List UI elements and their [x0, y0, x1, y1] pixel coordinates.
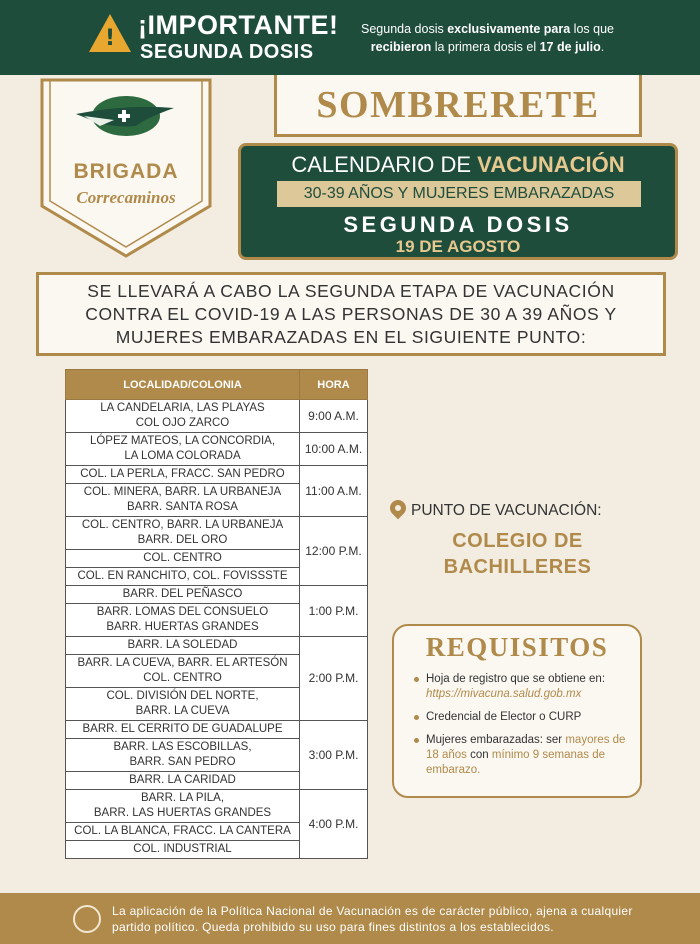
note-bold: recibieron: [370, 40, 432, 54]
registration-link[interactable]: https://mivacuna.salud.gob.mx: [426, 688, 582, 700]
important-title: ¡IMPORTANTE!: [138, 10, 339, 40]
requirement-item: Credencial de Elector o CURP: [414, 710, 639, 725]
table-row: [66, 466, 368, 484]
government-seal-icon: [73, 905, 101, 933]
announcement-text: SE LLEVARÁ A CABO LA SEGUNDA ETAPA DE VACUNACIÓN CONTRA EL COVID-19 A LAS PERSONAS DE 30 A 39 AÑOS Y MUJERES EMBARAZADAS EN EL SIGUIENTE PUNTO:: [85, 280, 617, 347]
locality-cell: [66, 568, 300, 586]
requirement-highlight: mínimo 9 semanas de embarazo.: [426, 749, 606, 776]
table-row: [66, 400, 368, 433]
locality-cell: [66, 823, 300, 841]
time-cell: 4:00 P.M.: [300, 790, 368, 859]
second-dose-note: [360, 20, 615, 56]
locality-cell: [66, 841, 300, 859]
table-row: [66, 637, 368, 655]
calendar-box: [238, 143, 678, 260]
note-bold: exclusivamente para: [447, 22, 571, 36]
locality-line: BARR. LA CARIDAD: [129, 774, 236, 786]
city-banner: [274, 75, 642, 137]
dose-date: 19 DE AGOSTO: [395, 237, 521, 256]
note-text: los que: [570, 22, 614, 36]
requirement-text: Mujeres embarazadas: ser: [426, 734, 566, 746]
requirements-list: [414, 672, 639, 786]
calendar-title-text: CALENDARIO DE: [291, 152, 478, 177]
requirement-item: [414, 672, 639, 702]
locality-cell: [66, 517, 300, 550]
time-cell: 2:00 P.M.: [300, 637, 368, 721]
locality-cell: [66, 790, 300, 823]
locality-line: BARR. DEL PEÑASCO: [122, 588, 243, 600]
schedule-header-row: [66, 370, 368, 400]
column-header-hora: HORA: [300, 370, 368, 400]
footer-disclaimer: La aplicación de la Política Nacional de Vacunación es de carácter público, ajena a cualquier partido político. Queda prohibido su uso para fines distintos a los establecidos.: [112, 904, 633, 934]
locality-line: BARR. SAN PEDRO: [129, 756, 236, 768]
table-row: [66, 433, 368, 466]
locality-line: LA LOMA COLORADA: [124, 450, 241, 462]
age-group-pill: 30-39 AÑOS Y MUJERES EMBARAZADAS: [277, 181, 641, 207]
locality-cell: [66, 637, 300, 655]
announcement-box: [36, 272, 666, 356]
locality-line: COL. LA BLANCA, FRACC. LA CANTERA: [74, 825, 291, 837]
dose-label: SEGUNDA DOSIS: [343, 212, 573, 237]
locality-cell: [66, 721, 300, 739]
locality-cell: [66, 466, 300, 484]
important-subtitle: SEGUNDA DOSIS: [140, 41, 314, 63]
locality-line: BARR. LAS ESCOBILLAS,: [113, 741, 252, 753]
locality-line: BARR. LA PILA,: [140, 792, 225, 804]
locality-cell: [66, 400, 300, 433]
locality-line: LA CANDELARIA, LAS PLAYAS: [100, 402, 265, 414]
column-header-localidad: LOCALIDAD/COLONIA: [66, 370, 300, 400]
table-row: [66, 790, 368, 823]
locality-cell: [66, 433, 300, 466]
locality-line: BARR. DEL ORO: [137, 534, 228, 546]
time-cell: 10:00 A.M.: [300, 433, 368, 466]
locality-line: COL. INDUSTRIAL: [133, 843, 232, 855]
warning-icon-mark: !: [104, 26, 116, 51]
requirement-text: con: [466, 749, 492, 761]
city-name: SOMBRERETE: [316, 83, 600, 126]
locality-line: BARR. HUERTAS GRANDES: [106, 621, 259, 633]
locality-cell: [66, 688, 300, 721]
time-cell: 12:00 P.M.: [300, 517, 368, 586]
locality-cell: [66, 484, 300, 517]
note-bold: 17 de julio: [539, 40, 601, 54]
table-row: [66, 721, 368, 739]
locality-line: COL. LA PERLA, FRACC. SAN PEDRO: [80, 468, 285, 480]
locality-line: BARR. LA CUEVA, BARR. EL ARTESÓN: [77, 657, 288, 669]
locality-line: BARR. LOMAS DEL CONSUELO: [96, 606, 269, 618]
table-row: [66, 517, 368, 550]
locality-line: BARR. EL CERRITO DE GUADALUPE: [82, 723, 283, 735]
time-cell: 3:00 P.M.: [300, 721, 368, 790]
requirements-title: REQUISITOS: [425, 632, 609, 662]
location-label: PUNTO DE VACUNACIÓN:: [411, 502, 602, 519]
requirements-box: [392, 624, 642, 798]
note-text: la primera dosis el: [431, 40, 540, 54]
schedule-table: [65, 369, 368, 859]
brand-line-2: Correcaminos: [76, 188, 176, 207]
requirement-item: [414, 733, 639, 778]
locality-cell: [66, 739, 300, 772]
locality-line: COL. CENTRO: [143, 552, 222, 564]
schedule-body: [66, 400, 368, 859]
locality-line: COL. CENTRO, BARR. LA URBANEJA: [81, 519, 284, 531]
locality-line: BARR. LA SOLEDAD: [127, 639, 238, 651]
time-cell: 1:00 P.M.: [300, 586, 368, 637]
locality-line: COL OJO ZARCO: [135, 417, 230, 429]
table-row: [66, 586, 368, 604]
time-cell: 9:00 A.M.: [300, 400, 368, 433]
location-name-line: COLEGIO DE: [452, 530, 583, 552]
requirement-text: Hoja de registro que se obtiene en:: [426, 673, 606, 685]
locality-line: BARR. LA CUEVA: [135, 705, 230, 717]
locality-cell: [66, 772, 300, 790]
time-cell: 11:00 A.M.: [300, 466, 368, 517]
locality-line: COL. MINERA, BARR. LA URBANEJA: [83, 486, 282, 498]
locality-line: COL. EN RANCHITO, COL. FOVISSSTE: [77, 570, 288, 582]
locality-line: COL. DIVISIÓN DEL NORTE,: [106, 690, 259, 702]
requirement-highlight: mayores de 18 años: [426, 734, 626, 761]
brand-line-1: BRIGADA: [73, 160, 179, 183]
location-name: [395, 528, 640, 580]
note-text: Segunda dosis: [361, 22, 448, 36]
note-text: .: [600, 40, 605, 54]
map-pin-icon: [387, 497, 410, 520]
locality-line: BARR. LAS HUERTAS GRANDES: [93, 807, 272, 819]
locality-line: LÓPEZ MATEOS, LA CONCORDIA,: [89, 435, 276, 447]
locality-line: COL. CENTRO: [143, 672, 222, 684]
locality-cell: [66, 655, 300, 688]
locality-cell: [66, 586, 300, 604]
calendar-title: [241, 152, 675, 178]
locality-line: BARR. SANTA ROSA: [127, 501, 238, 513]
calendar-title-bold: VACUNACIÓN: [477, 152, 625, 177]
location-name-line: BACHILLERES: [443, 556, 592, 578]
locality-cell: [66, 550, 300, 568]
locality-cell: [66, 604, 300, 637]
